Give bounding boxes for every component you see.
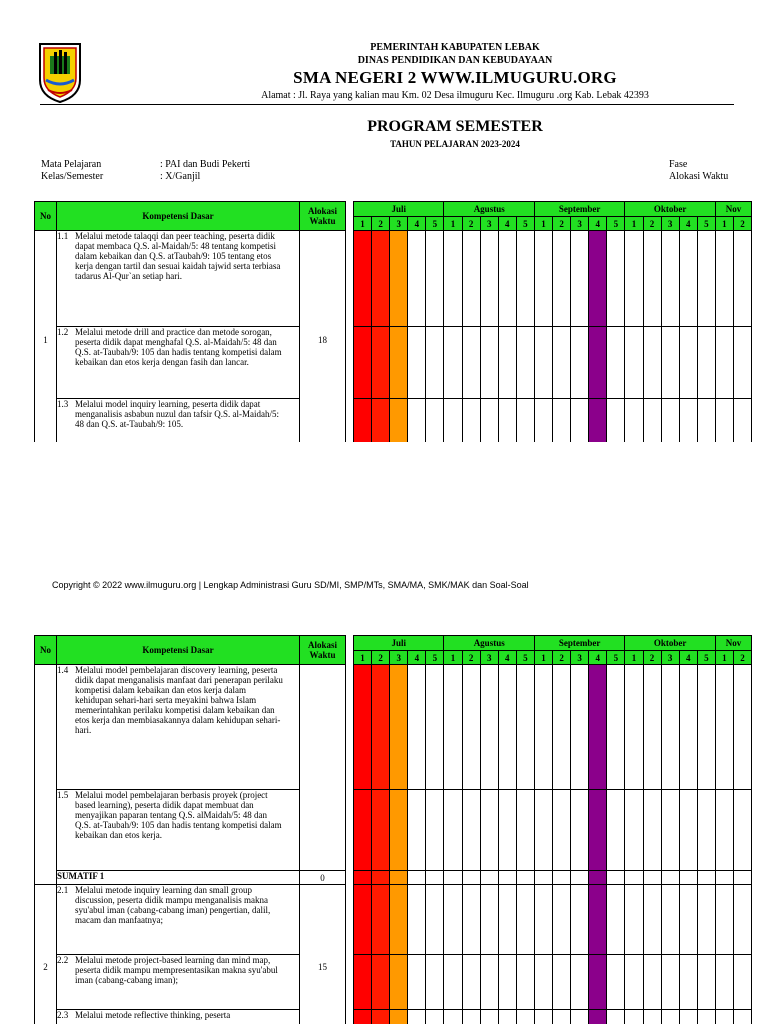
week-cell [679, 665, 697, 790]
week-cell [625, 665, 643, 790]
table-row [35, 955, 752, 1010]
week-cell [354, 871, 372, 885]
week-cell [625, 1010, 643, 1024]
week-cell [643, 871, 661, 885]
week-cell [444, 955, 462, 1010]
week-number: 1 [354, 217, 372, 231]
dept-line: DINAS PENDIDIKAN DAN KEBUDAYAAN [357, 55, 553, 66]
week-cell [607, 790, 625, 871]
week-cell [589, 885, 607, 955]
week-cell [661, 665, 679, 790]
competency-number: 1.5 [57, 790, 69, 800]
week-cell [733, 885, 751, 955]
month-september: September [534, 202, 624, 217]
week-cell [534, 1010, 552, 1024]
week-cell [426, 1010, 444, 1024]
week-cell [715, 885, 733, 955]
week-cell [354, 790, 372, 871]
week-cell [589, 1010, 607, 1024]
month-oktober: Oktober [625, 636, 715, 651]
week-cell [480, 871, 498, 885]
month-nov: Nov [715, 202, 751, 217]
week-number: 5 [607, 217, 625, 231]
table-row [35, 1010, 752, 1024]
col-kd: Kompetensi Dasar [57, 636, 300, 665]
week-cell [571, 885, 589, 955]
subject-value: : PAI dan Budi Pekerti [160, 159, 251, 170]
week-cell [444, 885, 462, 955]
govt-line: PEMERINTAH KABUPATEN LEBAK [370, 42, 540, 53]
competency-text: Melalui model inquiry learning, peserta didik dapat menganalisis asbabun nuzul dan tafsir Q.S. al-Maidah/5: 48 dan Q.S. at-Taubah/9: 105. [75, 399, 279, 429]
phase-label: Fase [669, 159, 688, 170]
group-allocation [300, 665, 346, 871]
week-number: 5 [607, 651, 625, 665]
school-address: Alamat : Jl. Raya yang kalian mau Km. 02 Desa ilmuguru Kec. Ilmuguru .org Kab. Lebak 42393 [261, 90, 649, 101]
week-cell [426, 955, 444, 1010]
week-cell [354, 885, 372, 955]
table-row [35, 885, 752, 955]
competency-cell [57, 955, 300, 1010]
week-cell [571, 955, 589, 1010]
week-number: 4 [408, 651, 426, 665]
week-cell [480, 955, 498, 1010]
week-number: 1 [444, 651, 462, 665]
week-number: 3 [390, 651, 408, 665]
group-allocation: 15 [300, 885, 346, 1024]
week-cell [390, 871, 408, 885]
week-cell [571, 665, 589, 790]
class-value: : X/Ganjil [160, 171, 201, 182]
week-cell [444, 665, 462, 790]
week-number: 3 [661, 217, 679, 231]
month-agustus: Agustus [444, 202, 534, 217]
week-number: 5 [516, 651, 534, 665]
week-cell [444, 1010, 462, 1024]
week-cell [408, 955, 426, 1010]
week-cell [516, 665, 534, 790]
week-cell [715, 1010, 733, 1024]
document-title: PROGRAM SEMESTER [367, 118, 543, 135]
school-name: SMA NEGERI 2 WWW.ILMUGURU.ORG [293, 68, 617, 87]
week-number: 3 [480, 217, 498, 231]
week-cell [697, 885, 715, 955]
col-no: No [35, 636, 57, 665]
copyright-footer: Copyright © 2022 www.ilmuguru.org | Lengkap Administrasi Guru SD/MI, SMP/MTs, SMA/MA, SMK/MAK dan Soal-Soal [52, 580, 529, 590]
week-number: 4 [498, 217, 516, 231]
week-cell [553, 1010, 571, 1024]
week-cell [498, 955, 516, 1010]
competency-number: 1.3 [57, 399, 69, 409]
month-september: September [534, 636, 624, 651]
week-number: 2 [462, 217, 480, 231]
week-cell [589, 790, 607, 871]
week-number: 3 [390, 217, 408, 231]
week-cell [553, 790, 571, 871]
col-aw: Alokasi Waktu [300, 202, 346, 231]
month-agustus: Agustus [444, 636, 534, 651]
sumatif-allocation: 0 [300, 871, 346, 885]
week-number: 1 [444, 217, 462, 231]
week-number: 2 [553, 651, 571, 665]
week-cell [697, 871, 715, 885]
spacer-cell [346, 665, 354, 790]
week-cell [643, 1010, 661, 1024]
week-number: 2 [643, 651, 661, 665]
week-cell [534, 885, 552, 955]
week-cell [372, 790, 390, 871]
class-label: Kelas/Semester [41, 171, 104, 182]
week-number: 3 [661, 651, 679, 665]
week-number: 1 [625, 217, 643, 231]
week-cell [607, 665, 625, 790]
week-cell [643, 790, 661, 871]
week-cell [553, 871, 571, 885]
week-cell [390, 955, 408, 1010]
week-cell [715, 871, 733, 885]
competency-cell [57, 1010, 300, 1024]
col-aw: Alokasi Waktu [300, 636, 346, 665]
col-no: No [35, 202, 57, 231]
month-juli: Juli [354, 202, 444, 217]
competency-text: Melalui metode talaqqi dan peer teaching, peserta didik dapat membaca Q.S. al-Maidah/5: 48 tentang kompetisi dalam kebaikan dan Q.S. atTaubah/9: 105 tentang etos kerja dengan tartil dan sesuai kaidah tajwid serta terbiasa tadarus Al-Qur`an setiap hari. [75, 231, 281, 281]
week-cell [571, 1010, 589, 1024]
week-cell [498, 665, 516, 790]
table-row [35, 871, 752, 885]
week-cell [625, 885, 643, 955]
week-number: 1 [625, 651, 643, 665]
week-cell [498, 871, 516, 885]
week-cell [661, 871, 679, 885]
week-number: 3 [571, 217, 589, 231]
week-number: 2 [462, 651, 480, 665]
spacer-cell [346, 885, 354, 955]
competency-text: Melalui metode project-based learning dan mind map, peserta didik mampu mempresentasikan makna syu'abul iman (cabang-cabang iman); [75, 955, 278, 985]
week-number: 5 [697, 651, 715, 665]
week-cell [444, 871, 462, 885]
week-cell [354, 955, 372, 1010]
week-number: 1 [534, 217, 552, 231]
week-cell [697, 955, 715, 1010]
week-cell [661, 790, 679, 871]
competency-number: 1.4 [57, 665, 69, 675]
table-row [35, 665, 752, 790]
week-cell [390, 1010, 408, 1024]
group-number [35, 665, 57, 885]
week-cell [426, 871, 444, 885]
week-number: 1 [715, 217, 733, 231]
week-cell [697, 790, 715, 871]
week-cell [390, 790, 408, 871]
week-cell [480, 665, 498, 790]
week-cell [589, 665, 607, 790]
week-cell [607, 871, 625, 885]
group-allocation: 18 [300, 231, 346, 443]
week-cell [462, 955, 480, 1010]
competency-number: 1.1 [57, 231, 69, 241]
week-cell [372, 955, 390, 1010]
competency-text: Melalui metode inquiry learning dan small group discussion, peserta didik mampu menganalisis makna syu'abul iman (cabang-cabang iman) pengertian, dalil, macam dan manfaatnya; [75, 885, 271, 925]
week-cell [571, 790, 589, 871]
week-number: 5 [426, 217, 444, 231]
week-cell [516, 885, 534, 955]
week-cell [462, 871, 480, 885]
week-number: 2 [553, 217, 571, 231]
competency-number: 1.2 [57, 327, 69, 337]
week-number: 4 [679, 217, 697, 231]
time-allocation-label: Alokasi Waktu [669, 171, 729, 182]
col-kd: Kompetensi Dasar [57, 202, 300, 231]
week-cell [534, 790, 552, 871]
week-cell [679, 955, 697, 1010]
week-number: 2 [643, 217, 661, 231]
week-cell [444, 790, 462, 871]
competency-cell [57, 790, 300, 871]
week-cell [462, 1010, 480, 1024]
week-cell [372, 885, 390, 955]
week-cell [625, 955, 643, 1010]
week-cell [534, 665, 552, 790]
week-cell [625, 871, 643, 885]
week-cell [516, 871, 534, 885]
week-cell [733, 665, 751, 790]
competency-cell [57, 665, 300, 790]
week-cell [480, 885, 498, 955]
week-cell [408, 790, 426, 871]
month-juli: Juli [354, 636, 444, 651]
week-cell [462, 790, 480, 871]
week-cell [715, 665, 733, 790]
week-cell [372, 665, 390, 790]
week-cell [516, 1010, 534, 1024]
week-number: 4 [589, 217, 607, 231]
week-number: 4 [679, 651, 697, 665]
spacer-cell [346, 955, 354, 1010]
week-cell [589, 955, 607, 1010]
week-cell [733, 1010, 751, 1024]
week-cell [733, 955, 751, 1010]
week-cell [697, 1010, 715, 1024]
week-number: 2 [372, 651, 390, 665]
spacer-cell [346, 790, 354, 871]
competency-text: Melalui metode reflective thinking, peserta [75, 1010, 231, 1020]
week-cell [643, 955, 661, 1010]
group-number: 2 [35, 885, 57, 1024]
document-subtitle: TAHUN PELAJARAN 2023-2024 [390, 139, 520, 149]
competency-text: Melalui model pembelajaran discovery learning, peserta didik dapat menganalisis manfaat dari penerapan perilaku kompetisi dalam kebaikan dan etos kerja dalam kehidupan sehari-hari serta meyakini bahwa Islam memerintahkan perilaku kompetisi dalam kebaikan dan etos kerja dan membiasakannya dalam kehidupan sehari-hari. [75, 665, 283, 735]
week-number: 1 [715, 651, 733, 665]
week-cell [643, 665, 661, 790]
week-cell [408, 871, 426, 885]
week-cell [498, 790, 516, 871]
week-cell [372, 871, 390, 885]
spacer-cell [346, 871, 354, 885]
week-cell [480, 1010, 498, 1024]
week-number: 1 [534, 651, 552, 665]
week-number: 5 [697, 217, 715, 231]
week-cell [553, 955, 571, 1010]
week-number: 3 [480, 651, 498, 665]
week-cell [498, 1010, 516, 1024]
week-cell [426, 885, 444, 955]
week-number: 2 [733, 651, 751, 665]
week-cell [426, 665, 444, 790]
week-cell [390, 665, 408, 790]
week-cell [553, 665, 571, 790]
week-cell [516, 790, 534, 871]
competency-number: 2.1 [57, 885, 69, 895]
week-cell [534, 871, 552, 885]
week-number: 2 [372, 217, 390, 231]
competency-cell [57, 885, 300, 955]
week-cell [390, 885, 408, 955]
week-number: 4 [589, 651, 607, 665]
week-cell [643, 885, 661, 955]
week-number: 3 [571, 651, 589, 665]
month-nov: Nov [715, 636, 751, 651]
week-cell [534, 955, 552, 1010]
week-cell [462, 885, 480, 955]
week-number: 5 [426, 651, 444, 665]
competency-text: Melalui model pembelajaran berbasis proyek (project based learning), peserta didik dapat membuat dan menyajikan paparan tentang Q.S. alMaidah/5: 48 dan Q.S. at-Taubah/9: 105 dan hadis tentang kompetisi dalam kebaikan dan etos kerja. [75, 790, 282, 840]
competency-number: 2.3 [57, 1010, 69, 1020]
sumatif-label: SUMATIF 1 [57, 871, 300, 885]
week-cell [607, 885, 625, 955]
week-cell [553, 885, 571, 955]
week-cell [408, 1010, 426, 1024]
week-cell [661, 955, 679, 1010]
week-cell [589, 871, 607, 885]
week-cell [372, 1010, 390, 1024]
week-cell [408, 885, 426, 955]
week-number: 2 [733, 217, 751, 231]
week-cell [607, 955, 625, 1010]
table-row [35, 790, 752, 871]
month-oktober: Oktober [625, 202, 715, 217]
semester-program-table-2 [34, 635, 752, 1024]
week-number: 5 [516, 217, 534, 231]
week-cell [607, 1010, 625, 1024]
competency-text: Melalui metode drill and practice dan metode sorogan, peserta didik dapat menghafal Q.S. al-Maidah/5: 48 dan Q.S. at-Taubah/9: 105 dan hadis tentang kompetisi dalam kebaikan dan etos kerja dengan fasih dan lancar. [75, 327, 282, 367]
week-cell [354, 665, 372, 790]
week-cell [498, 885, 516, 955]
week-cell [679, 885, 697, 955]
week-cell [715, 790, 733, 871]
week-cell [715, 955, 733, 1010]
week-number: 4 [408, 217, 426, 231]
week-cell [679, 871, 697, 885]
week-cell [480, 790, 498, 871]
spacer-cell [346, 1010, 354, 1024]
week-cell [733, 871, 751, 885]
week-cell [354, 1010, 372, 1024]
week-cell [679, 790, 697, 871]
week-number: 4 [498, 651, 516, 665]
week-number: 1 [354, 651, 372, 665]
week-cell [733, 790, 751, 871]
week-cell [625, 790, 643, 871]
week-cell [697, 665, 715, 790]
week-cell [661, 885, 679, 955]
subject-label: Mata Pelajaran [41, 159, 102, 170]
week-cell [679, 1010, 697, 1024]
week-cell [571, 871, 589, 885]
group-number: 1 [35, 231, 57, 443]
week-cell [426, 790, 444, 871]
week-cell [516, 955, 534, 1010]
week-cell [408, 665, 426, 790]
week-cell [462, 665, 480, 790]
competency-number: 2.2 [57, 955, 69, 965]
week-cell [661, 1010, 679, 1024]
